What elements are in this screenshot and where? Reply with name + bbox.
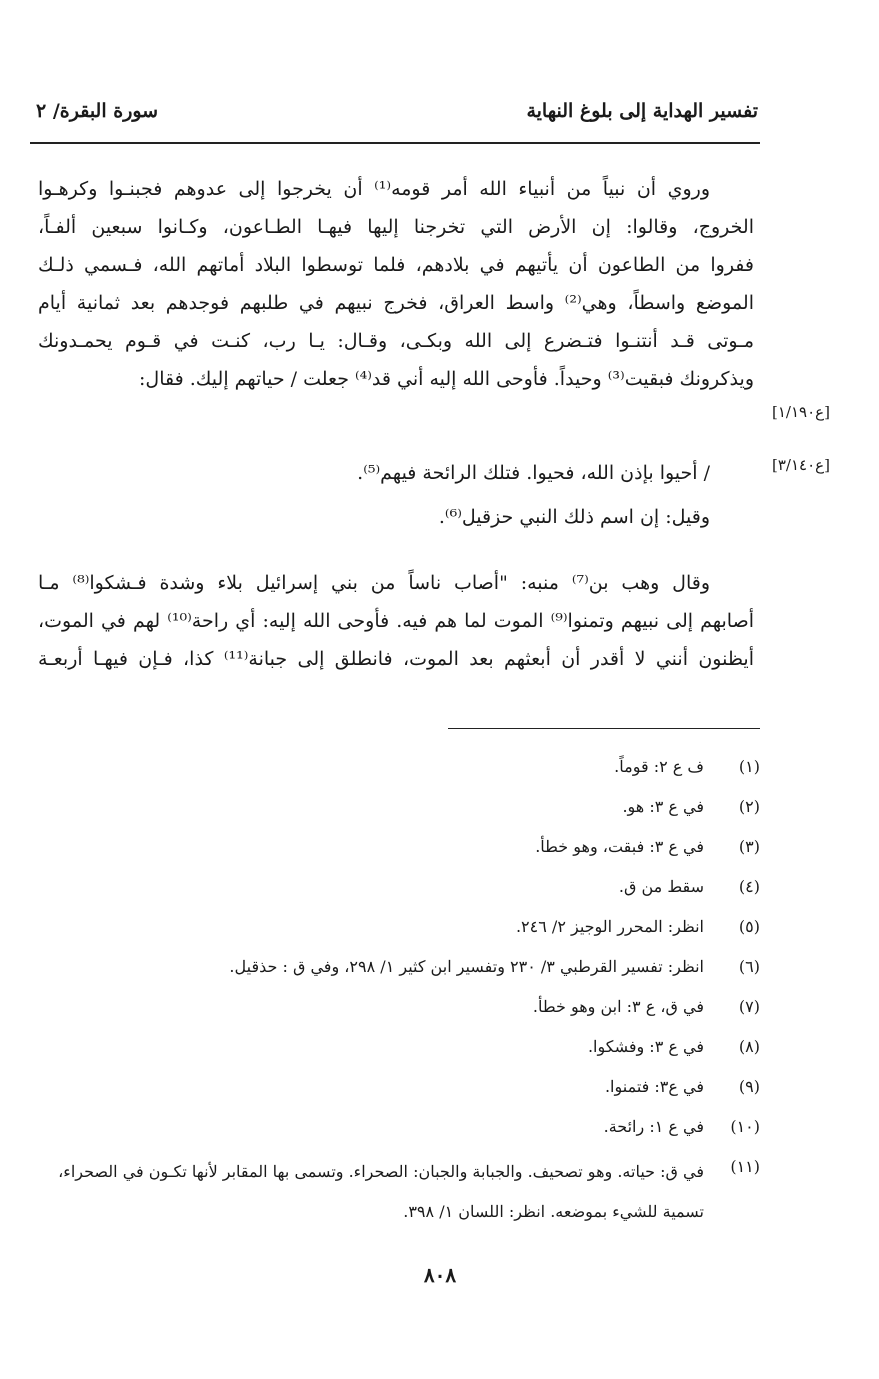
- footnote: [150, 912, 760, 952]
- footnote-number: (٤): [738, 877, 760, 896]
- footnote: [35, 1152, 760, 1232]
- book-title: تفسير الهداية إلى بلوغ النهاية: [526, 100, 758, 122]
- footnote-text: سقط من ق.: [618, 877, 704, 896]
- footnote-text: في ع ٣: وفشكوا.: [587, 1037, 704, 1056]
- footnote-number: (٧): [738, 997, 760, 1016]
- footnote-text: انظر: المحرر الوجيز ٢/ ٢٤٦.: [515, 917, 704, 936]
- footnote: [150, 1072, 760, 1112]
- text-line: ففروا من الطاعون أن يأتيهم في بلادهم، فلما توسطوا البلاد أماتهم الله، فـسمي ذلـك: [38, 254, 754, 276]
- footnote-rule: [448, 728, 760, 729]
- text-line: الموضع واسطاً، وهي⁽²⁾ واسط العراق، فخرج نبيهم في طلبهم فوجدهم بعد ثمانية أيام: [38, 292, 754, 314]
- text-line: أصابهم إلى نبيهم وتمنوا⁽⁹⁾ الموت لما هم فيه. فأوحى الله إليه: أي راحة⁽¹⁰⁾ لهم في الموت،: [38, 610, 754, 632]
- footnote-text: ف ع ٢: قوماً.: [614, 757, 704, 776]
- running-header: [30, 100, 762, 134]
- footnote: [150, 872, 760, 912]
- footnote-text: في ع ٣: هو.: [622, 797, 704, 816]
- footnote-text: في ع٣: فتمنوا.: [604, 1077, 704, 1096]
- text-line: وقيل: إن اسم ذلك النبي حزقيل⁽⁶⁾.: [438, 506, 710, 528]
- text-line: ويذكرونك فبقيت⁽³⁾ وحيداً. فأوحى الله إليه أني قد⁽⁴⁾ جعلت / حياتهم إليك. فقال:: [139, 368, 754, 390]
- footnote: [150, 832, 760, 872]
- footnote: [150, 992, 760, 1032]
- margin-reference: [ع٣/١٤٠]: [772, 456, 830, 474]
- paragraph-4: [38, 564, 754, 678]
- surah-label: سورة البقرة/ ٢: [36, 100, 159, 122]
- footnote-number: (٣): [738, 837, 760, 856]
- margin-reference: [ع١/١٩٠]: [772, 403, 830, 421]
- text-line: أيظنون أنني لا أقدر أن أبعثهم بعد الموت، فانطلق إلى جبانة⁽¹¹⁾ كذا، فـإن فيهـا أربعـة: [38, 648, 754, 670]
- text-line: وروي أن نبياً من أنبياء الله أمر قومه⁽¹⁾ أن يخرجوا إلى عدوهم فجبنـوا وكرهـوا: [38, 178, 710, 200]
- footnote-number: (٥): [738, 917, 760, 936]
- footnote: [150, 752, 760, 792]
- text-line: مـوتى قـد أنتنـوا فتـضرع إلى الله وبكـى، وقـال: يـا رب، كنـت في قـوم يحمـدونك: [38, 330, 754, 352]
- paragraph-3: [38, 498, 754, 536]
- text-line: / أحيوا بإذن الله، فحيوا. فتلك الرائحة فيهم⁽⁵⁾.: [357, 462, 710, 484]
- footnote: [150, 1032, 760, 1072]
- footnote-number: (٩): [738, 1077, 760, 1096]
- text-line: الخروج، وقالوا: إن الأرض التي تخرجنا إليها فيهـا الطـاعون، وكـانوا سبعين ألفـاً،: [38, 216, 754, 238]
- footnote-number: (٢): [738, 797, 760, 816]
- text-line: وقال وهب بن⁽⁷⁾ منبه: "أصاب ناساً من بني إسرائيل بلاء وشدة فـشكوا⁽⁸⁾ مـا: [38, 572, 710, 594]
- footnote: [150, 1112, 760, 1152]
- footnote-number: (٦): [738, 957, 760, 976]
- footnote-text: في ق، ع ٣: ابن وهو خطأ.: [532, 997, 704, 1016]
- footnote-number: (١٠): [730, 1117, 760, 1136]
- page-number: ٨٠٨: [423, 1263, 457, 1287]
- footnote-number: (١): [738, 757, 760, 776]
- footnote-text: في ع ١: رائحة.: [603, 1117, 704, 1136]
- footnote-text: في ع ٣: فبقت، وهو خطأ.: [535, 837, 704, 856]
- footnote-number: (١١): [730, 1157, 760, 1176]
- paragraph-2: [38, 454, 754, 492]
- footnote-number: (٨): [738, 1037, 760, 1056]
- footnotes: [58, 752, 760, 1232]
- header-rule: [30, 142, 760, 144]
- footnote: [150, 952, 760, 992]
- paragraph-1: [38, 170, 754, 398]
- footnote: [150, 792, 760, 832]
- footnote-text: في ق: حياته. وهو تصحيف. والجبابة والجبان: الصحراء. وتسمى بها المقابر لأنها تكـون في الصحراء، تسمية للشيء بموضعه. انظر: اللسان ١/ ٣٩٨.: [58, 1162, 704, 1221]
- footnote-text: انظر: تفسير القرطبي ٣/ ٢٣٠ وتفسير ابن كثير ١/ ٢٩٨، وفي ق : حذقيل.: [229, 957, 704, 976]
